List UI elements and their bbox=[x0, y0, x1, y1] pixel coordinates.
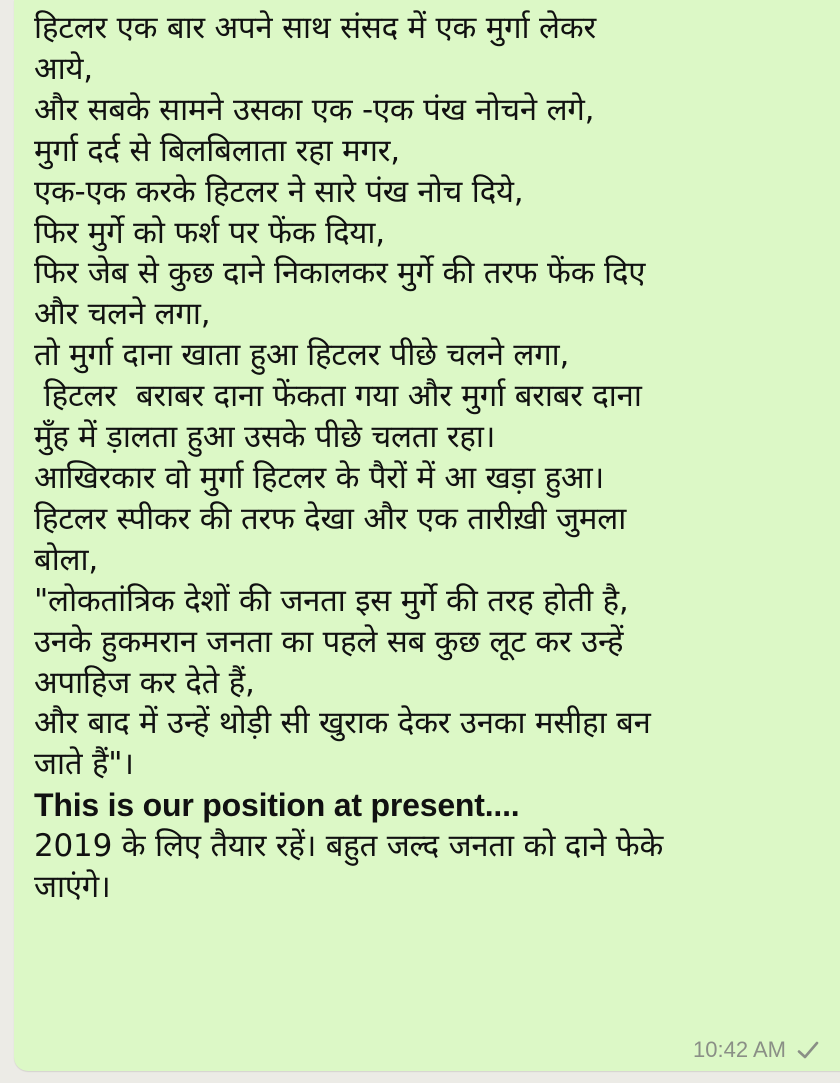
message-line: फिर जेब से कुछ दाने निकालकर मुर्गे की तरफ फेंक दिए bbox=[34, 255, 646, 292]
message-timestamp: 10:42 AM bbox=[693, 1037, 786, 1062]
message-line: आखिरकार वो मुर्गा हिटलर के पैरों में आ खड़ा हुआ। bbox=[34, 459, 605, 496]
message-line: और चलने लगा, bbox=[34, 296, 211, 333]
message-line: एक-एक करके हिटलर ने सारे पंख नोच दिये, bbox=[34, 173, 524, 210]
message-line: तो मुर्गा दाना खाता हुआ हिटलर पीछे चलने लगा, bbox=[34, 337, 570, 374]
message-line: जाते हैं"। bbox=[34, 746, 134, 783]
message-line: आये, bbox=[34, 50, 93, 87]
message-line: और बाद में उन्हें थोड़ी सी खुराक देकर उनका मसीहा बन bbox=[34, 705, 651, 742]
message-line: हिटलर एक बार अपने साथ संसद में एक मुर्गा लेकर bbox=[34, 10, 596, 46]
message-line: और सबके सामने उसका एक -एक पंख नोचने लगे, bbox=[34, 91, 595, 128]
message-line: अपाहिज कर देते हैं, bbox=[34, 664, 255, 701]
message-text bbox=[34, 8, 840, 908]
message-line: हिटलर बराबर दाना फेंकता गया और मुर्गा बराबर दाना bbox=[34, 378, 642, 415]
message-line-bold: This is our position at present.... bbox=[34, 787, 520, 824]
message-meta bbox=[693, 1037, 820, 1063]
message-line: मुँह में ड़ालता हुआ उसके पीछे चलता रहा। bbox=[34, 419, 496, 456]
message-line: फिर मुर्गे को फर्श पर फेंक दिया, bbox=[34, 214, 385, 251]
message-line: "लोकतांत्रिक देशों की जनता इस मुर्गे की तरह होती है, bbox=[34, 582, 629, 619]
message-line: उनके हुकमरान जनता का पहले सब कुछ लूट कर उन्हें bbox=[34, 623, 624, 660]
message-line: मुर्गा दर्द से बिलबिलाता रहा मगर, bbox=[34, 132, 400, 169]
message-line: 2019 के लिए तैयार रहें। बहुत जल्द जनता को दाने फेके bbox=[34, 828, 664, 865]
message-bubble[interactable] bbox=[14, 0, 840, 1071]
message-line: हिटलर स्पीकर की तरफ देखा और एक तारीख़ी जुमला bbox=[34, 500, 627, 537]
single-check-icon bbox=[796, 1038, 820, 1062]
message-line: जाएंगे। bbox=[34, 869, 111, 906]
message-line: बोला, bbox=[34, 541, 99, 578]
